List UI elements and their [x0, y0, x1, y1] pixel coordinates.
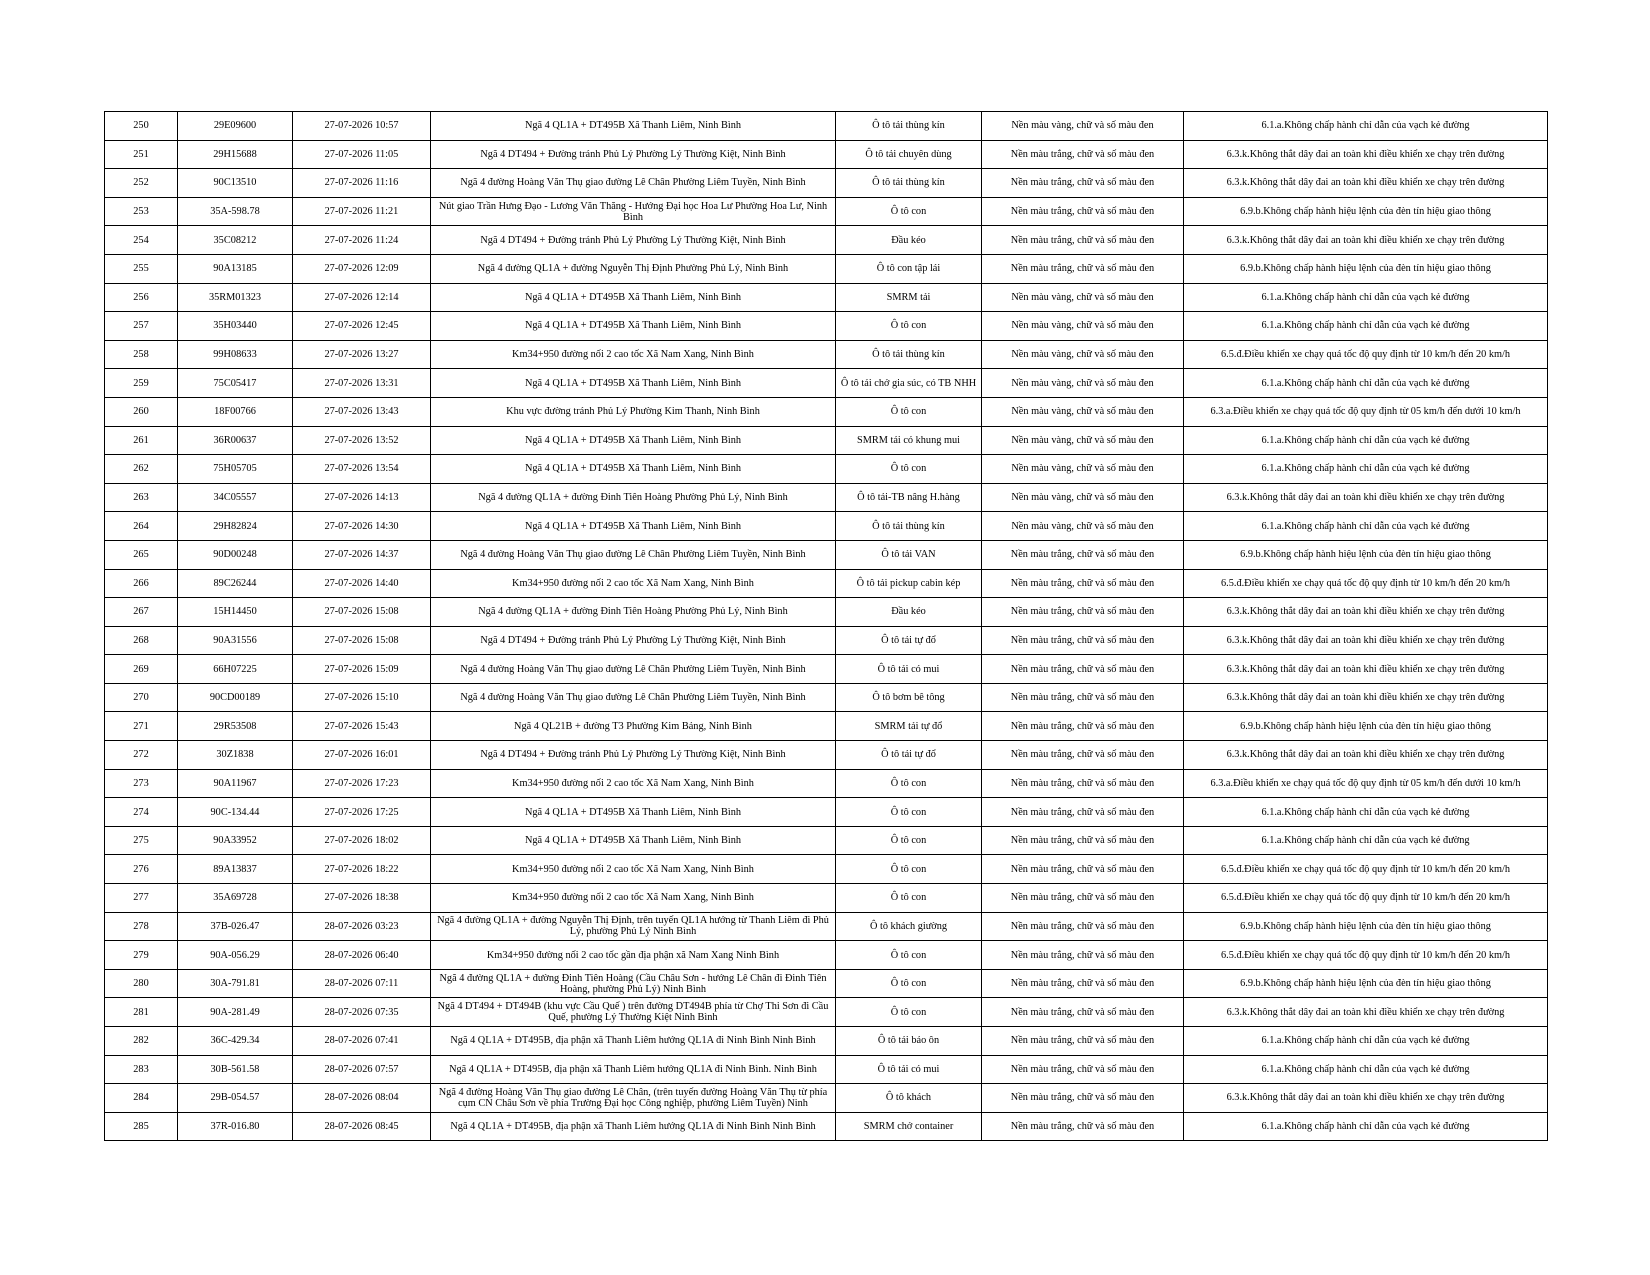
license-plate-cell: 75H05705	[178, 455, 293, 484]
violation-cell: 6.1.a.Không chấp hành chỉ dẫn của vạch kẻ đường	[1184, 455, 1548, 484]
location-cell: Ngã 4 QL1A + DT495B Xã Thanh Liêm, Ninh Bình	[431, 426, 836, 455]
vehicle-type-cell: Ô tô tải tự đổ	[836, 741, 982, 770]
vehicle-type-cell: Ô tô tải pickup cabin kép	[836, 569, 982, 598]
violation-time-cell: 27-07-2026 15:08	[293, 626, 431, 655]
license-plate-cell: 35RM01323	[178, 283, 293, 312]
vehicle-type-cell: Đầu kéo	[836, 598, 982, 627]
violation-cell: 6.5.đ.Điều khiển xe chạy quá tốc độ quy định từ 10 km/h đến 20 km/h	[1184, 340, 1548, 369]
table-row	[105, 540, 1548, 569]
license-plate-cell: 35A-598.78	[178, 197, 293, 226]
violation-cell: 6.1.a.Không chấp hành chỉ dẫn của vạch kẻ đường	[1184, 283, 1548, 312]
vehicle-type-cell: Ô tô con	[836, 969, 982, 998]
row-number-cell: 278	[105, 912, 178, 941]
table-row	[105, 855, 1548, 884]
row-number-cell: 272	[105, 741, 178, 770]
vehicle-type-cell: Ô tô tải bảo ôn	[836, 1027, 982, 1056]
table-row	[105, 226, 1548, 255]
row-number-cell: 279	[105, 941, 178, 970]
violation-time-cell: 28-07-2026 08:45	[293, 1112, 431, 1141]
violation-cell: 6.1.a.Không chấp hành chỉ dẫn của vạch kẻ đường	[1184, 112, 1548, 141]
violation-time-cell: 27-07-2026 13:43	[293, 397, 431, 426]
violation-time-cell: 27-07-2026 13:52	[293, 426, 431, 455]
violation-time-cell: 27-07-2026 14:40	[293, 569, 431, 598]
vehicle-type-cell: Ô tô tải chở gia súc, có TB NHH	[836, 369, 982, 398]
violation-cell: 6.9.b.Không chấp hành hiệu lệnh của đèn tín hiệu giao thông	[1184, 969, 1548, 998]
license-plate-cell: 36C-429.34	[178, 1027, 293, 1056]
table-body	[105, 112, 1548, 1141]
row-number-cell: 276	[105, 855, 178, 884]
violation-time-cell: 27-07-2026 12:14	[293, 283, 431, 312]
violation-time-cell: 27-07-2026 11:05	[293, 140, 431, 169]
plate-color-cell: Nền màu trắng, chữ và số màu đen	[982, 226, 1184, 255]
vehicle-type-cell: Ô tô con	[836, 826, 982, 855]
table-row	[105, 712, 1548, 741]
table-row	[105, 426, 1548, 455]
row-number-cell: 255	[105, 254, 178, 283]
location-cell: Ngã 4 QL1A + DT495B Xã Thanh Liêm, Ninh Bình	[431, 312, 836, 341]
license-plate-cell: 36R00637	[178, 426, 293, 455]
plate-color-cell: Nền màu trắng, chữ và số màu đen	[982, 855, 1184, 884]
plate-color-cell: Nền màu vàng, chữ và số màu đen	[982, 426, 1184, 455]
row-number-cell: 285	[105, 1112, 178, 1141]
row-number-cell: 273	[105, 769, 178, 798]
violation-time-cell: 27-07-2026 11:21	[293, 197, 431, 226]
plate-color-cell: Nền màu vàng, chữ và số màu đen	[982, 283, 1184, 312]
row-number-cell: 257	[105, 312, 178, 341]
table-row	[105, 598, 1548, 627]
license-plate-cell: 29R53508	[178, 712, 293, 741]
table-row	[105, 683, 1548, 712]
license-plate-cell: 90A13185	[178, 254, 293, 283]
location-cell: Ngã 4 QL1A + DT495B Xã Thanh Liêm, Ninh Bình	[431, 369, 836, 398]
vehicle-type-cell: Ô tô con	[836, 941, 982, 970]
table-row	[105, 626, 1548, 655]
violation-time-cell: 27-07-2026 13:31	[293, 369, 431, 398]
violation-time-cell: 27-07-2026 14:30	[293, 512, 431, 541]
location-cell: Khu vực đường tránh Phủ Lý Phường Kim Thanh, Ninh Bình	[431, 397, 836, 426]
vehicle-type-cell: Ô tô con	[836, 884, 982, 913]
violation-cell: 6.3.k.Không thắt dây đai an toàn khi điều khiển xe chạy trên đường	[1184, 483, 1548, 512]
vehicle-type-cell: Ô tô con	[836, 998, 982, 1027]
vehicle-type-cell: Ô tô bơm bê tông	[836, 683, 982, 712]
location-cell: Ngã 4 QL1A + DT495B, địa phận xã Thanh Liêm hướng QL1A đi Ninh Bình Ninh Bình	[431, 1112, 836, 1141]
location-cell: Ngã 4 đường Hoàng Văn Thụ giao đường Lê Chân, (trên tuyến đường Hoàng Văn Thụ từ phía cụm CN Châu Sơn về phía Trường Đại học Công nghiệp, phường Liêm Tuyền) Ninh	[431, 1084, 836, 1113]
violation-cell: 6.5.đ.Điều khiển xe chạy quá tốc độ quy định từ 10 km/h đến 20 km/h	[1184, 855, 1548, 884]
plate-color-cell: Nền màu trắng, chữ và số màu đen	[982, 912, 1184, 941]
violation-time-cell: 27-07-2026 18:22	[293, 855, 431, 884]
vehicle-type-cell: Ô tô con	[836, 798, 982, 827]
license-plate-cell: 30A-791.81	[178, 969, 293, 998]
plate-color-cell: Nền màu trắng, chữ và số màu đen	[982, 998, 1184, 1027]
location-cell: Ngã 4 đường QL1A + đường Đinh Tiên Hoàng Phường Phủ Lý, Ninh Bình	[431, 598, 836, 627]
location-cell: Ngã 4 đường Hoàng Văn Thụ giao đường Lê Chân Phường Liêm Tuyền, Ninh Bình	[431, 169, 836, 198]
vehicle-type-cell: Đầu kéo	[836, 226, 982, 255]
plate-color-cell: Nền màu trắng, chữ và số màu đen	[982, 826, 1184, 855]
location-cell: Ngã 4 đường QL1A + đường Đinh Tiên Hoàng (Cầu Châu Sơn - hướng Lê Chân đi Đinh Tiên Hoàng, phường Phủ Lý) Ninh Bình	[431, 969, 836, 998]
vehicle-type-cell: SMRM tải	[836, 283, 982, 312]
vehicle-type-cell: Ô tô tải thùng kín	[836, 340, 982, 369]
vehicle-type-cell: Ô tô tải có mui	[836, 655, 982, 684]
violation-cell: 6.3.k.Không thắt dây đai an toàn khi điều khiển xe chạy trên đường	[1184, 140, 1548, 169]
violation-cell: 6.3.k.Không thắt dây đai an toàn khi điều khiển xe chạy trên đường	[1184, 626, 1548, 655]
violation-cell: 6.5.đ.Điều khiển xe chạy quá tốc độ quy định từ 10 km/h đến 20 km/h	[1184, 569, 1548, 598]
table-row	[105, 941, 1548, 970]
row-number-cell: 283	[105, 1055, 178, 1084]
violation-cell: 6.1.a.Không chấp hành chỉ dẫn của vạch kẻ đường	[1184, 826, 1548, 855]
table-row	[105, 741, 1548, 770]
plate-color-cell: Nền màu vàng, chữ và số màu đen	[982, 340, 1184, 369]
vehicle-type-cell: Ô tô khách giường	[836, 912, 982, 941]
location-cell: Ngã 4 đường Hoàng Văn Thụ giao đường Lê Chân Phường Liêm Tuyền, Ninh Bình	[431, 683, 836, 712]
row-number-cell: 269	[105, 655, 178, 684]
plate-color-cell: Nền màu trắng, chữ và số màu đen	[982, 140, 1184, 169]
license-plate-cell: 66H07225	[178, 655, 293, 684]
plate-color-cell: Nền màu vàng, chữ và số màu đen	[982, 455, 1184, 484]
violations-table	[104, 111, 1548, 1141]
violation-cell: 6.3.k.Không thắt dây đai an toàn khi điều khiển xe chạy trên đường	[1184, 169, 1548, 198]
violation-cell: 6.3.a.Điều khiển xe chạy quá tốc độ quy định từ 05 km/h đến dưới 10 km/h	[1184, 397, 1548, 426]
location-cell: Ngã 4 đường QL1A + đường Nguyễn Thị Định Phường Phủ Lý, Ninh Bình	[431, 254, 836, 283]
row-number-cell: 274	[105, 798, 178, 827]
violation-cell: 6.3.a.Điều khiển xe chạy quá tốc độ quy định từ 05 km/h đến dưới 10 km/h	[1184, 769, 1548, 798]
violation-time-cell: 28-07-2026 07:57	[293, 1055, 431, 1084]
violation-cell: 6.3.k.Không thắt dây đai an toàn khi điều khiển xe chạy trên đường	[1184, 741, 1548, 770]
location-cell: Ngã 4 DT494 + Đường tránh Phủ Lý Phường Lý Thường Kiệt, Ninh Bình	[431, 226, 836, 255]
table-row	[105, 655, 1548, 684]
violation-cell: 6.1.a.Không chấp hành chỉ dẫn của vạch kẻ đường	[1184, 1112, 1548, 1141]
plate-color-cell: Nền màu trắng, chữ và số màu đen	[982, 1112, 1184, 1141]
table-row	[105, 169, 1548, 198]
table-row	[105, 1027, 1548, 1056]
violation-time-cell: 27-07-2026 17:25	[293, 798, 431, 827]
license-plate-cell: 90A-056.29	[178, 941, 293, 970]
table-row	[105, 912, 1548, 941]
table-row	[105, 340, 1548, 369]
vehicle-type-cell: Ô tô con	[836, 197, 982, 226]
violation-cell: 6.3.k.Không thắt dây đai an toàn khi điều khiển xe chạy trên đường	[1184, 998, 1548, 1027]
plate-color-cell: Nền màu trắng, chữ và số màu đen	[982, 769, 1184, 798]
plate-color-cell: Nền màu trắng, chữ và số màu đen	[982, 540, 1184, 569]
vehicle-type-cell: Ô tô tải VAN	[836, 540, 982, 569]
location-cell: Ngã 4 DT494 + DT494B (khu vực Cầu Quế ) trên đường DT494B phía từ Chợ Thi Sơn đi Cầu Quế, phường Lý Thường Kiệt Ninh Bình	[431, 998, 836, 1027]
table-row	[105, 140, 1548, 169]
license-plate-cell: 30Z1838	[178, 741, 293, 770]
vehicle-type-cell: Ô tô con tập lái	[836, 254, 982, 283]
license-plate-cell: 29H82824	[178, 512, 293, 541]
row-number-cell: 265	[105, 540, 178, 569]
license-plate-cell: 90C13510	[178, 169, 293, 198]
violation-cell: 6.1.a.Không chấp hành chỉ dẫn của vạch kẻ đường	[1184, 426, 1548, 455]
location-cell: Ngã 4 QL1A + DT495B Xã Thanh Liêm, Ninh Bình	[431, 112, 836, 141]
violation-time-cell: 28-07-2026 07:41	[293, 1027, 431, 1056]
plate-color-cell: Nền màu trắng, chữ và số màu đen	[982, 884, 1184, 913]
row-number-cell: 275	[105, 826, 178, 855]
table-row	[105, 884, 1548, 913]
vehicle-type-cell: Ô tô tải có mui	[836, 1055, 982, 1084]
plate-color-cell: Nền màu trắng, chữ và số màu đen	[982, 1027, 1184, 1056]
location-cell: Ngã 4 QL1A + DT495B Xã Thanh Liêm, Ninh Bình	[431, 826, 836, 855]
location-cell: Ngã 4 QL1A + DT495B Xã Thanh Liêm, Ninh Bình	[431, 512, 836, 541]
license-plate-cell: 90CD00189	[178, 683, 293, 712]
location-cell: Ngã 4 QL1A + DT495B, địa phận xã Thanh Liêm hướng QL1A đi Ninh Bình Ninh Bình	[431, 1027, 836, 1056]
license-plate-cell: 90A33952	[178, 826, 293, 855]
violation-time-cell: 27-07-2026 10:57	[293, 112, 431, 141]
vehicle-type-cell: Ô tô con	[836, 769, 982, 798]
table-row	[105, 969, 1548, 998]
row-number-cell: 267	[105, 598, 178, 627]
license-plate-cell: 89C26244	[178, 569, 293, 598]
violation-cell: 6.3.k.Không thắt dây đai an toàn khi điều khiển xe chạy trên đường	[1184, 683, 1548, 712]
plate-color-cell: Nền màu trắng, chữ và số màu đen	[982, 169, 1184, 198]
location-cell: Km34+950 đường nối 2 cao tốc Xã Nam Xang, Ninh Bình	[431, 884, 836, 913]
license-plate-cell: 15H14450	[178, 598, 293, 627]
plate-color-cell: Nền màu trắng, chữ và số màu đen	[982, 254, 1184, 283]
row-number-cell: 263	[105, 483, 178, 512]
violation-cell: 6.1.a.Không chấp hành chỉ dẫn của vạch kẻ đường	[1184, 1055, 1548, 1084]
violation-time-cell: 27-07-2026 14:13	[293, 483, 431, 512]
violation-time-cell: 27-07-2026 18:02	[293, 826, 431, 855]
violation-cell: 6.3.k.Không thắt dây đai an toàn khi điều khiển xe chạy trên đường	[1184, 226, 1548, 255]
violation-time-cell: 28-07-2026 07:35	[293, 998, 431, 1027]
row-number-cell: 259	[105, 369, 178, 398]
license-plate-cell: 99H08633	[178, 340, 293, 369]
violation-time-cell: 27-07-2026 15:08	[293, 598, 431, 627]
row-number-cell: 260	[105, 397, 178, 426]
violation-time-cell: 27-07-2026 15:43	[293, 712, 431, 741]
vehicle-type-cell: Ô tô con	[836, 312, 982, 341]
row-number-cell: 280	[105, 969, 178, 998]
violation-cell: 6.9.b.Không chấp hành hiệu lệnh của đèn tín hiệu giao thông	[1184, 712, 1548, 741]
row-number-cell: 271	[105, 712, 178, 741]
violation-time-cell: 27-07-2026 18:38	[293, 884, 431, 913]
license-plate-cell: 34C05557	[178, 483, 293, 512]
location-cell: Ngã 4 đường Hoàng Văn Thụ giao đường Lê Chân Phường Liêm Tuyền, Ninh Bình	[431, 655, 836, 684]
plate-color-cell: Nền màu vàng, chữ và số màu đen	[982, 397, 1184, 426]
table-row	[105, 369, 1548, 398]
plate-color-cell: Nền màu vàng, chữ và số màu đen	[982, 312, 1184, 341]
row-number-cell: 281	[105, 998, 178, 1027]
row-number-cell: 250	[105, 112, 178, 141]
violation-cell: 6.1.a.Không chấp hành chỉ dẫn của vạch kẻ đường	[1184, 312, 1548, 341]
license-plate-cell: 37R-016.80	[178, 1112, 293, 1141]
location-cell: Ngã 4 DT494 + Đường tránh Phủ Lý Phường Lý Thường Kiệt, Ninh Bình	[431, 626, 836, 655]
violation-cell: 6.9.b.Không chấp hành hiệu lệnh của đèn tín hiệu giao thông	[1184, 912, 1548, 941]
violation-time-cell: 28-07-2026 08:04	[293, 1084, 431, 1113]
vehicle-type-cell: Ô tô tải-TB nâng H.hàng	[836, 483, 982, 512]
table-row	[105, 254, 1548, 283]
license-plate-cell: 29B-054.57	[178, 1084, 293, 1113]
location-cell: Ngã 4 DT494 + Đường tránh Phủ Lý Phường Lý Thường Kiệt, Ninh Bình	[431, 140, 836, 169]
license-plate-cell: 35H03440	[178, 312, 293, 341]
violation-cell: 6.5.đ.Điều khiển xe chạy quá tốc độ quy định từ 10 km/h đến 20 km/h	[1184, 884, 1548, 913]
location-cell: Ngã 4 đường QL1A + đường Nguyễn Thị Định, trên tuyến QL1A hướng từ Thanh Liêm đi Phủ Lý, phường Phủ Lý Ninh Bình	[431, 912, 836, 941]
violation-cell: 6.9.b.Không chấp hành hiệu lệnh của đèn tín hiệu giao thông	[1184, 197, 1548, 226]
row-number-cell: 284	[105, 1084, 178, 1113]
violation-time-cell: 27-07-2026 15:10	[293, 683, 431, 712]
vehicle-type-cell: SMRM chở container	[836, 1112, 982, 1141]
row-number-cell: 277	[105, 884, 178, 913]
violation-cell: 6.3.k.Không thắt dây đai an toàn khi điều khiển xe chạy trên đường	[1184, 1084, 1548, 1113]
location-cell: Ngã 4 DT494 + Đường tránh Phủ Lý Phường Lý Thường Kiệt, Ninh Bình	[431, 741, 836, 770]
violation-cell: 6.9.b.Không chấp hành hiệu lệnh của đèn tín hiệu giao thông	[1184, 540, 1548, 569]
location-cell: Ngã 4 đường Hoàng Văn Thụ giao đường Lê Chân Phường Liêm Tuyền, Ninh Bình	[431, 540, 836, 569]
vehicle-type-cell: Ô tô con	[836, 397, 982, 426]
table-row	[105, 283, 1548, 312]
plate-color-cell: Nền màu trắng, chữ và số màu đen	[982, 197, 1184, 226]
plate-color-cell: Nền màu trắng, chữ và số màu đen	[982, 1055, 1184, 1084]
vehicle-type-cell: Ô tô tải thùng kín	[836, 512, 982, 541]
violation-time-cell: 27-07-2026 12:45	[293, 312, 431, 341]
location-cell: Ngã 4 QL1A + DT495B Xã Thanh Liêm, Ninh Bình	[431, 283, 836, 312]
row-number-cell: 270	[105, 683, 178, 712]
vehicle-type-cell: Ô tô tải thùng kín	[836, 169, 982, 198]
violation-cell: 6.3.k.Không thắt dây đai an toàn khi điều khiển xe chạy trên đường	[1184, 655, 1548, 684]
violation-time-cell: 27-07-2026 17:23	[293, 769, 431, 798]
violation-time-cell: 27-07-2026 11:24	[293, 226, 431, 255]
location-cell: Km34+950 đường nối 2 cao tốc Xã Nam Xang, Ninh Bình	[431, 340, 836, 369]
license-plate-cell: 90A-281.49	[178, 998, 293, 1027]
table-row	[105, 569, 1548, 598]
vehicle-type-cell: Ô tô tải thùng kín	[836, 112, 982, 141]
plate-color-cell: Nền màu trắng, chữ và số màu đen	[982, 798, 1184, 827]
plate-color-cell: Nền màu vàng, chữ và số màu đen	[982, 112, 1184, 141]
violation-cell: 6.1.a.Không chấp hành chỉ dẫn của vạch kẻ đường	[1184, 1027, 1548, 1056]
violation-cell: 6.1.a.Không chấp hành chỉ dẫn của vạch kẻ đường	[1184, 512, 1548, 541]
location-cell: Km34+950 đường nối 2 cao tốc gần địa phận xã Nam Xang Ninh Bình	[431, 941, 836, 970]
table-row	[105, 769, 1548, 798]
plate-color-cell: Nền màu trắng, chữ và số màu đen	[982, 941, 1184, 970]
table-row	[105, 1084, 1548, 1113]
location-cell: Km34+950 đường nối 2 cao tốc Xã Nam Xang, Ninh Bình	[431, 855, 836, 884]
location-cell: Ngã 4 QL1A + DT495B Xã Thanh Liêm, Ninh Bình	[431, 455, 836, 484]
violation-time-cell: 28-07-2026 06:40	[293, 941, 431, 970]
table-row	[105, 1112, 1548, 1141]
violation-time-cell: 28-07-2026 03:23	[293, 912, 431, 941]
row-number-cell: 262	[105, 455, 178, 484]
plate-color-cell: Nền màu trắng, chữ và số màu đen	[982, 683, 1184, 712]
row-number-cell: 264	[105, 512, 178, 541]
license-plate-cell: 90C-134.44	[178, 798, 293, 827]
violation-time-cell: 27-07-2026 15:09	[293, 655, 431, 684]
vehicle-type-cell: Ô tô con	[836, 855, 982, 884]
row-number-cell: 253	[105, 197, 178, 226]
license-plate-cell: 35A69728	[178, 884, 293, 913]
license-plate-cell: 90A31556	[178, 626, 293, 655]
plate-color-cell: Nền màu trắng, chữ và số màu đen	[982, 741, 1184, 770]
vehicle-type-cell: Ô tô tải chuyên dùng	[836, 140, 982, 169]
vehicle-type-cell: SMRM tải tự đổ	[836, 712, 982, 741]
plate-color-cell: Nền màu trắng, chữ và số màu đen	[982, 598, 1184, 627]
row-number-cell: 268	[105, 626, 178, 655]
table-row	[105, 112, 1548, 141]
table-row	[105, 998, 1548, 1027]
plate-color-cell: Nền màu vàng, chữ và số màu đen	[982, 369, 1184, 398]
row-number-cell: 261	[105, 426, 178, 455]
row-number-cell: 256	[105, 283, 178, 312]
violation-time-cell: 27-07-2026 11:16	[293, 169, 431, 198]
table-row	[105, 197, 1548, 226]
row-number-cell: 254	[105, 226, 178, 255]
row-number-cell: 251	[105, 140, 178, 169]
row-number-cell: 258	[105, 340, 178, 369]
violation-cell: 6.1.a.Không chấp hành chỉ dẫn của vạch kẻ đường	[1184, 798, 1548, 827]
license-plate-cell: 75C05417	[178, 369, 293, 398]
table-row	[105, 397, 1548, 426]
vehicle-type-cell: Ô tô tải tự đổ	[836, 626, 982, 655]
violation-cell: 6.1.a.Không chấp hành chỉ dẫn của vạch kẻ đường	[1184, 369, 1548, 398]
table-row	[105, 1055, 1548, 1084]
violation-time-cell: 27-07-2026 13:54	[293, 455, 431, 484]
table-row	[105, 798, 1548, 827]
location-cell: Km34+950 đường nối 2 cao tốc Xã Nam Xang, Ninh Bình	[431, 569, 836, 598]
row-number-cell: 282	[105, 1027, 178, 1056]
violation-time-cell: 27-07-2026 12:09	[293, 254, 431, 283]
license-plate-cell: 90D00248	[178, 540, 293, 569]
plate-color-cell: Nền màu trắng, chữ và số màu đen	[982, 569, 1184, 598]
license-plate-cell: 90A11967	[178, 769, 293, 798]
license-plate-cell: 29E09600	[178, 112, 293, 141]
row-number-cell: 252	[105, 169, 178, 198]
table-row	[105, 455, 1548, 484]
license-plate-cell: 89A13837	[178, 855, 293, 884]
license-plate-cell: 35C08212	[178, 226, 293, 255]
plate-color-cell: Nền màu trắng, chữ và số màu đen	[982, 626, 1184, 655]
plate-color-cell: Nền màu trắng, chữ và số màu đen	[982, 655, 1184, 684]
plate-color-cell: Nền màu trắng, chữ và số màu đen	[982, 969, 1184, 998]
license-plate-cell: 37B-026.47	[178, 912, 293, 941]
violation-cell: 6.5.đ.Điều khiển xe chạy quá tốc độ quy định từ 10 km/h đến 20 km/h	[1184, 941, 1548, 970]
license-plate-cell: 18F00766	[178, 397, 293, 426]
violation-time-cell: 28-07-2026 07:11	[293, 969, 431, 998]
license-plate-cell: 30B-561.58	[178, 1055, 293, 1084]
vehicle-type-cell: SMRM tải có khung mui	[836, 426, 982, 455]
plate-color-cell: Nền màu trắng, chữ và số màu đen	[982, 712, 1184, 741]
location-cell: Nút giao Trần Hưng Đạo - Lương Văn Thăng - Hướng Đại học Hoa Lư Phường Hoa Lư, Ninh Bình	[431, 197, 836, 226]
location-cell: Km34+950 đường nối 2 cao tốc Xã Nam Xang, Ninh Bình	[431, 769, 836, 798]
violation-cell: 6.3.k.Không thắt dây đai an toàn khi điều khiển xe chạy trên đường	[1184, 598, 1548, 627]
row-number-cell: 266	[105, 569, 178, 598]
violation-time-cell: 27-07-2026 14:37	[293, 540, 431, 569]
location-cell: Ngã 4 đường QL1A + đường Đinh Tiên Hoàng Phường Phủ Lý, Ninh Bình	[431, 483, 836, 512]
table-row	[105, 826, 1548, 855]
location-cell: Ngã 4 QL1A + DT495B Xã Thanh Liêm, Ninh Bình	[431, 798, 836, 827]
plate-color-cell: Nền màu trắng, chữ và số màu đen	[982, 1084, 1184, 1113]
plate-color-cell: Nền màu vàng, chữ và số màu đen	[982, 483, 1184, 512]
table-row	[105, 312, 1548, 341]
table-row	[105, 483, 1548, 512]
vehicle-type-cell: Ô tô khách	[836, 1084, 982, 1113]
license-plate-cell: 29H15688	[178, 140, 293, 169]
violation-time-cell: 27-07-2026 16:01	[293, 741, 431, 770]
table-row	[105, 512, 1548, 541]
location-cell: Ngã 4 QL21B + đường T3 Phường Kim Bảng, Ninh Bình	[431, 712, 836, 741]
location-cell: Ngã 4 QL1A + DT495B, địa phận xã Thanh Liêm hướng QL1A đi Ninh Bình. Ninh Bình	[431, 1055, 836, 1084]
violation-time-cell: 27-07-2026 13:27	[293, 340, 431, 369]
plate-color-cell: Nền màu vàng, chữ và số màu đen	[982, 512, 1184, 541]
violation-cell: 6.9.b.Không chấp hành hiệu lệnh của đèn tín hiệu giao thông	[1184, 254, 1548, 283]
vehicle-type-cell: Ô tô con	[836, 455, 982, 484]
